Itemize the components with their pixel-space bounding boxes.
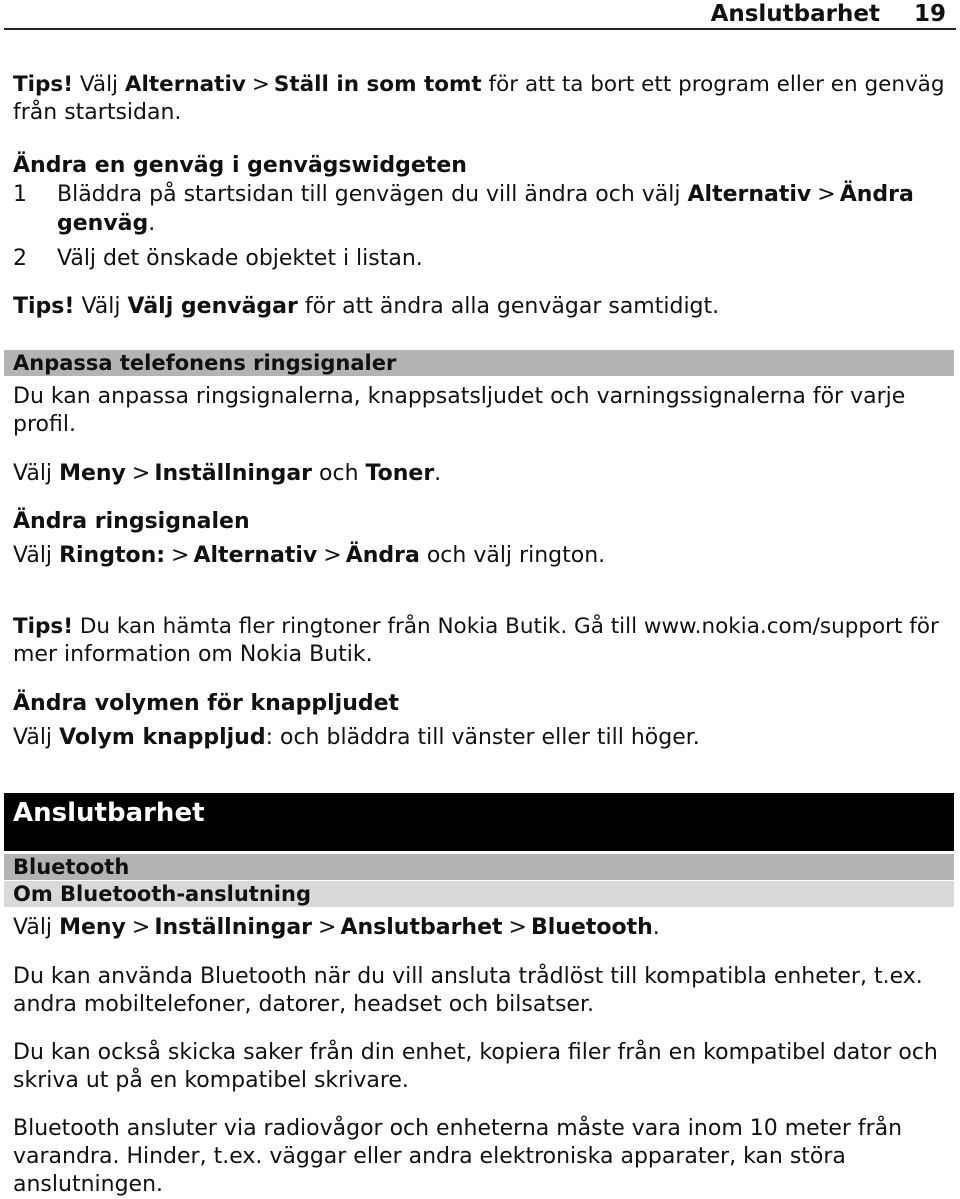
change-ringtone-heading: Ändra ringsignalen bbox=[13, 509, 250, 534]
tip-download-line1: Tips! Du kan hämta fler ringtoner från Nokia Butik. Gå till www.nokia.com/support för bbox=[13, 614, 939, 639]
bluetooth-p3-line1: Bluetooth ansluter via radiovågor och enheterna måste vara inom 10 meter från bbox=[13, 1116, 903, 1141]
page-header bbox=[4, 0, 956, 30]
tip-remove-line2: från startsidan. bbox=[13, 100, 182, 125]
header-title: Anslutbarhet bbox=[710, 1, 880, 27]
ringtones-heading-bar: Anpassa telefonens ringsignaler bbox=[4, 350, 954, 376]
bluetooth-p2-line1: Du kan också skicka saker från din enhet, kopiera filer från en kompatibel dator och bbox=[13, 1040, 938, 1065]
bluetooth-p3-line2: varandra. Hinder, t.ex. väggar eller andra elektroniska apparater, kan störa bbox=[13, 1144, 846, 1169]
bluetooth-path: Välj Meny > Inställningar > Anslutbarhet > Bluetooth. bbox=[13, 915, 660, 940]
bluetooth-subheading-bar: Om Bluetooth-anslutning bbox=[4, 881, 954, 907]
keyvolume-path: Välj Volym knappljud: och bläddra till vänster eller till höger. bbox=[13, 725, 700, 750]
ringtones-desc-line2: profil. bbox=[13, 412, 76, 437]
section-title-bar: Anslutbarhet bbox=[4, 793, 954, 851]
bluetooth-p1-line2: andra mobiltelefoner, datorer, headset och bilsatser. bbox=[13, 992, 594, 1017]
tip-download-line2: mer information om Nokia Butik. bbox=[13, 642, 373, 667]
bluetooth-p3-line3: anslutningen. bbox=[13, 1172, 164, 1197]
shortcut-step2: 2 Välj det önskade objektet i listan. bbox=[13, 246, 423, 271]
tip-shortcuts: Tips! Välj Välj genvägar för att ändra alla genvägar samtidigt. bbox=[13, 294, 720, 319]
change-ringtone-path: Välj Rington: > Alternativ > Ändra och välj rington. bbox=[13, 543, 606, 568]
tip-remove-line1: Tips! Välj Alternativ > Ställ in som tomt för att ta bort ett program eller en genväg bbox=[13, 72, 945, 97]
shortcut-step1-cont: genväg. bbox=[57, 211, 156, 236]
shortcut-heading: Ändra en genväg i genvägswidgeten bbox=[13, 153, 467, 178]
bluetooth-p1-line1: Du kan använda Bluetooth när du vill ansluta trådlöst till kompatibla enheter, t.ex. bbox=[13, 964, 923, 989]
shortcut-step1: 1 Bläddra på startsidan till genvägen du vill ändra och välj Alternativ > Ändra bbox=[13, 182, 914, 207]
page-number: 19 bbox=[913, 1, 946, 27]
keyvolume-heading: Ändra volymen för knappljudet bbox=[13, 691, 400, 716]
ringtones-path: Välj Meny > Inställningar och Toner. bbox=[13, 461, 442, 486]
bluetooth-heading-bar: Bluetooth bbox=[4, 854, 954, 880]
bluetooth-p2-line2: skriva ut på en kompatibel skrivare. bbox=[13, 1068, 409, 1093]
ringtones-desc-line1: Du kan anpassa ringsignalerna, knappsatsljudet och varningssignalerna för varje bbox=[13, 384, 906, 409]
